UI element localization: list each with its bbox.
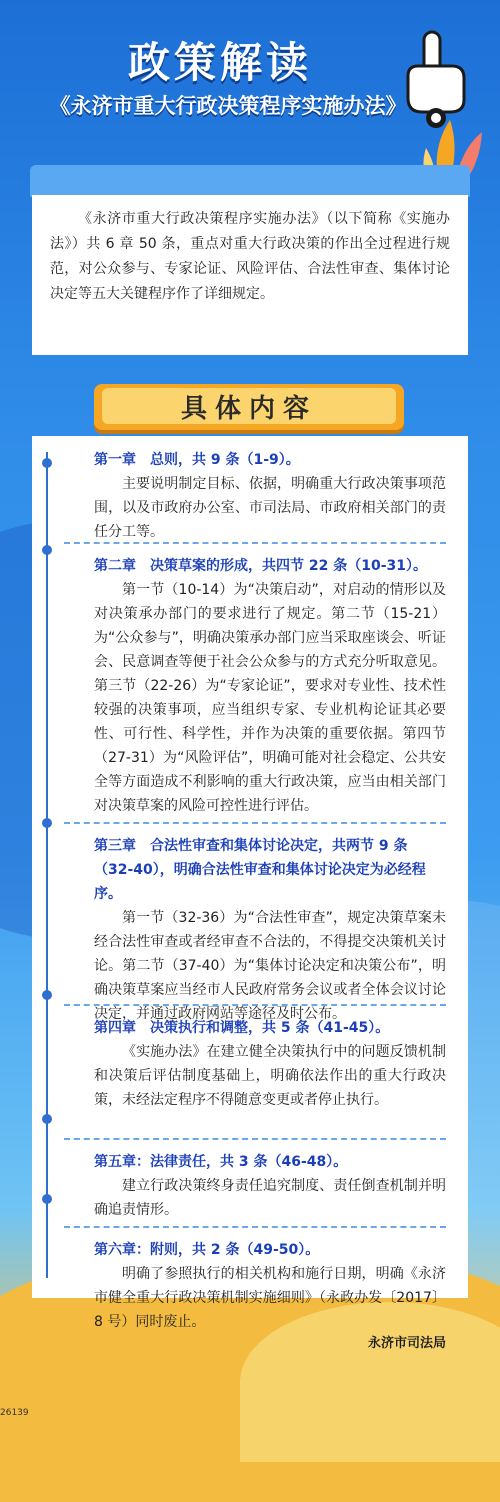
divider — [64, 1226, 446, 1228]
timeline-dot — [42, 990, 52, 1000]
chapter-4 — [94, 1016, 446, 1128]
chapter-title: 第一章 总则，共 9 条（1-9）。 — [94, 452, 300, 468]
chapter-5 — [94, 1150, 446, 1216]
chapter-body: 第一节（10-14）为“决策启动”，对启动的情形以及对决策承办部门的要求进行了规定。第二节（15-21）为“公众参与”，明确决策承办部门应当采取座谈会、听证会、民意调查等便于社会公众参与的方式充分听取意见。第三节（22-26）为“专家论证”，要求对专业性、技术性较强的决策事项，应当组织专家、专业机构论证其必要性、可行性、科学性，并作为决策的重要依据。第四节（27-31）为“风险评估”，明确可能对社会稳定、公共安全等方面造成不利影响的重大行政决策，应当由相关部门对决策草案的风险可控性进行评估。 — [94, 582, 446, 814]
page-subtitle: 《永济市重大行政决策程序实施办法》 — [49, 94, 407, 118]
intro-card — [32, 195, 468, 355]
chapter-title: 第五章：法律责任，共 3 条（46-48）。 — [94, 1154, 348, 1170]
chapter-1 — [94, 448, 446, 540]
chapter-title: 第二章 决策草案的形成，共四节 22 条（10-31）。 — [94, 558, 428, 574]
chapter-body: 主要说明制定目标、依据，明确重大行政决策事项范围，以及市政府办公室、市司法局、市政府相关部门的责任分工等。 — [94, 476, 446, 540]
timeline-dot — [42, 545, 52, 555]
divider — [64, 1138, 446, 1140]
divider — [64, 822, 446, 824]
chapter-title: 第四章 决策执行和调整，共 5 条（41-45）。 — [94, 1020, 390, 1036]
section-label: 具体内容 — [102, 388, 396, 424]
chapter-body: 建立行政决策终身责任追究制度、责任倒查机制并明确追责情形。 — [94, 1178, 446, 1218]
chapter-2 — [94, 554, 446, 812]
chapter-6 — [94, 1238, 446, 1328]
timeline-dot — [42, 458, 52, 468]
chapter-3 — [94, 834, 446, 1022]
timeline-dot — [42, 1194, 52, 1204]
content-card — [32, 436, 468, 1330]
chapter-body: 《实施办法》在建立健全决策执行中的问题反馈机制和决策后评估制度基础上，明确依法作出的重大行政决策，未经法定程序不得随意变更或者停止执行。 — [94, 1044, 446, 1108]
chapter-title: 第六章：附则，共 2 条（49-50）。 — [94, 1242, 320, 1258]
intro-text: 《永济市重大行政决策程序实施办法》（以下简称《实施办法》）共 6 章 50 条，重点对重大行政决策的作出全过程进行规范，对公众参与、专家论证、风险评估、合法性审查、集体讨论决定等五大关键程序作了详细规定。 — [50, 211, 450, 302]
timeline-dot — [42, 1114, 52, 1124]
timeline-line — [46, 452, 48, 1278]
chapter-title: 第三章 合法性审查和集体讨论决定，共两节 9 条（32-40），明确合法性审查和集体讨论决定为必经程序。 — [94, 838, 426, 902]
timeline-dot — [42, 818, 52, 828]
intro-tab — [30, 165, 470, 197]
footer-org: 永济市司法局 — [367, 1336, 446, 1351]
chapter-body: 第一节（32-36）为“合法性审查”，规定决策草案未经合法性审查或者经审查不合法的，不得提交决策机关讨论。第二节（37-40）为“集体讨论决定和决策公布”，明确决策草案应当经市人民政府常务会议或者全体会议讨论决定，并通过政府网站等途径及时公布。 — [94, 910, 446, 1022]
section-badge — [94, 384, 404, 430]
chapter-body: 明确了参照执行的相关机构和施行日期，明确《永济市健全重大行政决策机制实施细则》（永政办发〔2017〕8 号）同时废止。 — [94, 1266, 446, 1330]
page-title: 政策解读 — [127, 38, 312, 87]
corner-id: 26139 — [0, 1408, 29, 1418]
